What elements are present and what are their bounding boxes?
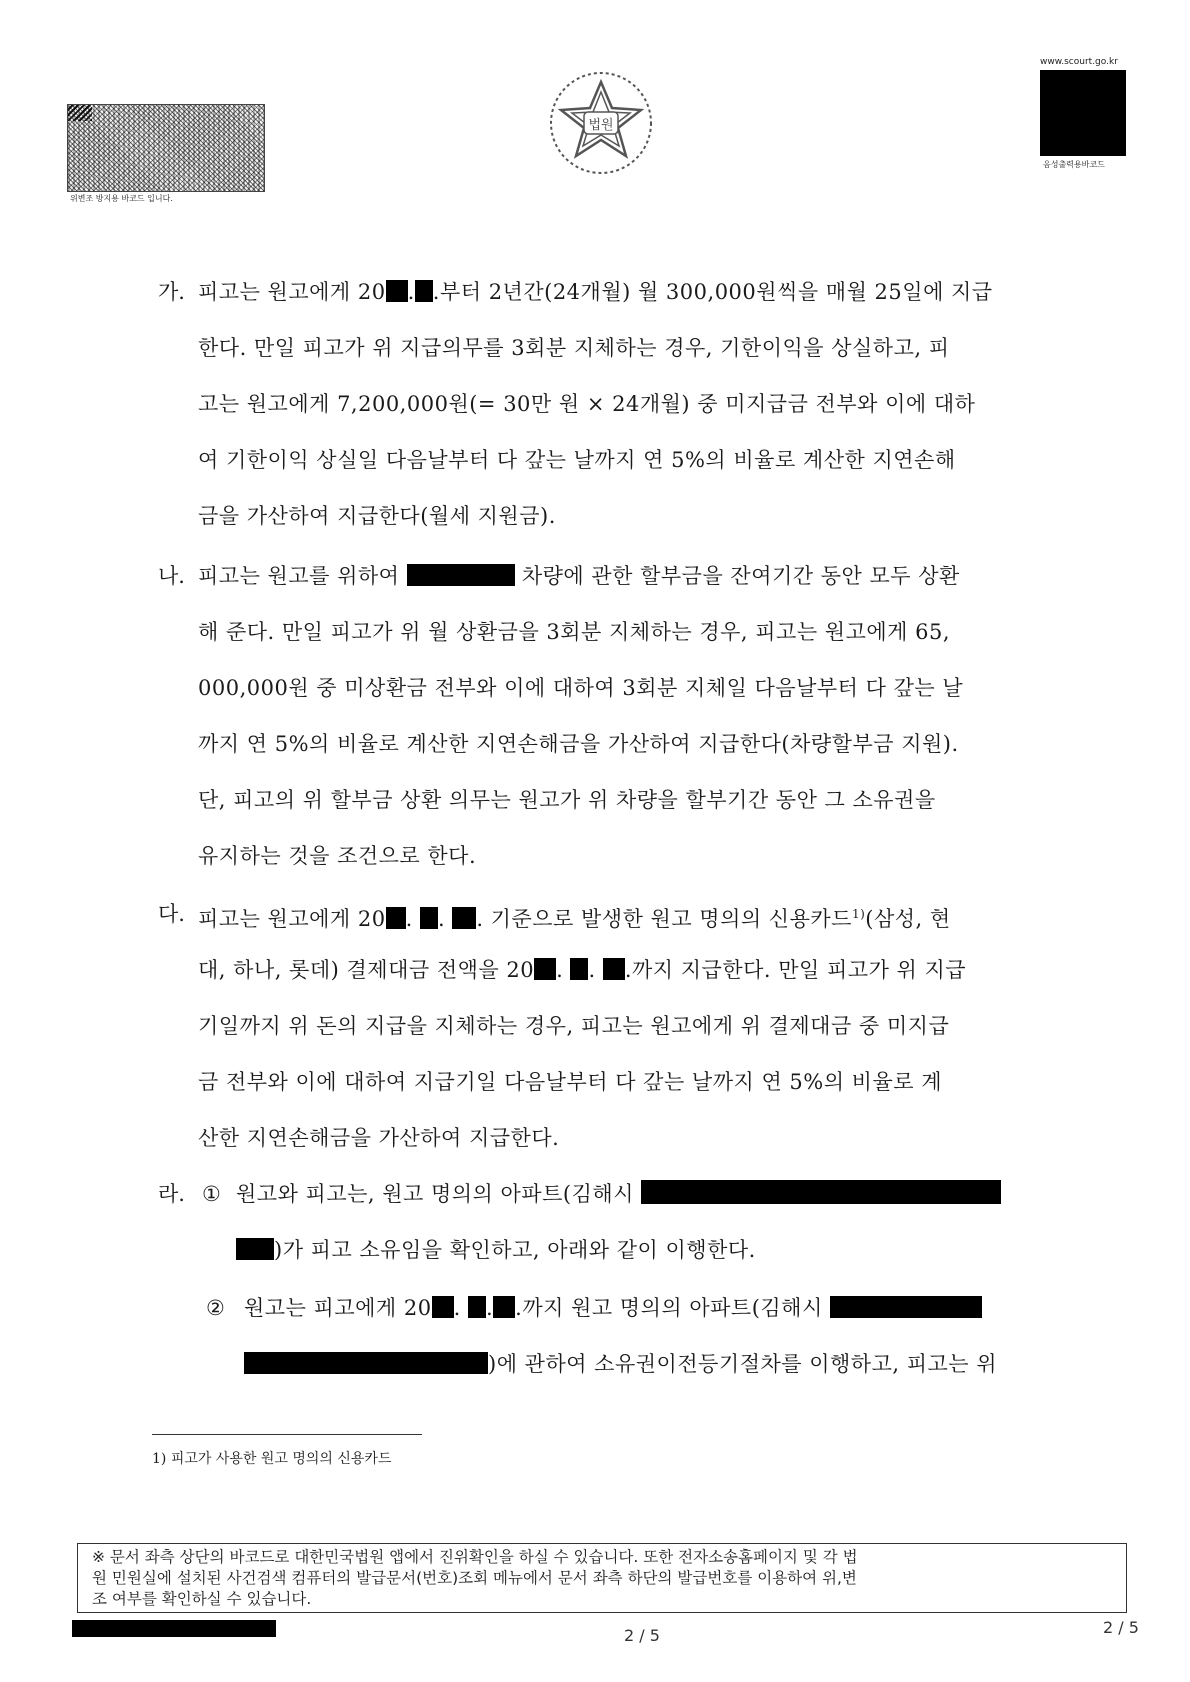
redaction [386, 280, 408, 302]
barcode-caption: 위변조 방지용 바코드 입니다. [70, 194, 173, 203]
item-da-line: 금 전부와 이에 대하여 지급기일 다음날부터 다 갚는 날까지 연 5%의 비율로 계 [198, 1070, 942, 1094]
item-ra-line: 원고와 피고는, 원고 명의의 아파트(김해시 [236, 1180, 1001, 1208]
redaction [468, 1296, 486, 1318]
item-na-line: 000,000원 중 미상환금 전부와 이에 대하여 3회분 지체일 다음날부터 다 갚는 날 [198, 676, 964, 700]
item-ra-sub1-marker: ① [202, 1182, 221, 1206]
redaction [830, 1296, 982, 1318]
redaction [236, 1238, 274, 1260]
item-ra-line: )가 피고 소유임을 확인하고, 아래와 같이 이행한다. [236, 1236, 756, 1264]
redaction [244, 1352, 488, 1374]
redaction [415, 280, 433, 302]
item-da-line: 피고는 원고에게 20 . . . 기준으로 발생한 원고 명의의 신용카드$^{1)}$(삼성, 현 [198, 907, 951, 931]
item-na-line: 피고는 원고를 위하여 차량에 관한 할부금을 잔여기간 동안 모두 상환 [198, 564, 960, 588]
item-na-line: 유지하는 것을 조건으로 한다. [198, 844, 477, 868]
page-number-right: 2 / 5 [1103, 1618, 1139, 1637]
item-ga-marker: 가. [158, 280, 185, 304]
item-ga-line: 피고는 원고에게 20 . .부터 2년간(24개월) 월 300,000원씩을 매월 25일에 지급 [198, 280, 993, 304]
item-ra-sub2-marker: ② [206, 1296, 225, 1320]
voice-barcode-caption: 음성출력용바코드 [1043, 160, 1105, 169]
issue-number-redaction [72, 1620, 276, 1637]
redaction [407, 564, 515, 586]
item-na-marker: 나. [158, 564, 185, 588]
notice-line: 원 민원실에 설치된 사건검색 컴퓨터의 발급문서(번호)조회 메뉴에서 문서 좌측 하단의 발급번호를 이용하여 위,변 [92, 1569, 857, 1587]
voice-output-barcode [1040, 70, 1126, 156]
footnote: 1) 피고가 사용한 원고 명의의 신용카드 [152, 1451, 392, 1467]
item-ga-line: 여 기한이익 상실일 다음날부터 다 갚는 날까지 연 5%의 비율로 계산한 지연손해 [198, 448, 956, 472]
redaction [641, 1180, 1001, 1204]
seal-text: 법원 [588, 118, 614, 133]
notice-line: 조 여부를 확인하실 수 있습니다. [92, 1590, 312, 1608]
item-na-line: 해 준다. 만일 피고가 위 월 상환금을 3회분 지체하는 경우, 피고는 원고에게 65, [198, 620, 951, 644]
redaction [420, 907, 438, 929]
redaction [432, 1296, 454, 1318]
redaction [603, 958, 625, 980]
item-da-line: 산한 지연손해금을 가산하여 지급한다. [198, 1126, 560, 1150]
court-seal-icon [546, 68, 656, 178]
item-da-line: 기일까지 위 돈의 지급을 지체하는 경우, 피고는 원고에게 위 결제대금 중 미지급 [198, 1014, 950, 1038]
notice-line: ※ 문서 좌측 상단의 바코드로 대한민국법원 앱에서 진위확인을 하실 수 있습니다. 또한 전자소송홈페이지 및 각 법 [92, 1548, 858, 1566]
redaction [570, 958, 588, 980]
redaction [452, 907, 476, 929]
item-ra-line: )에 관하여 소유권이전등기절차를 이행하고, 피고는 위 [244, 1350, 997, 1378]
item-ga-line: 금을 가산하여 지급한다(월세 지원금). [198, 504, 556, 528]
item-ga-line: 고는 원고에게 7,200,000원(= 30만 원 × 24개월) 중 미지급금 전부와 이에 대하 [198, 392, 976, 416]
item-ra-marker: 라. [158, 1182, 185, 1206]
redaction [493, 1296, 515, 1318]
site-url: www.scourt.go.kr [1040, 57, 1118, 67]
footnote-reference: 1) [851, 907, 866, 921]
item-na-line: 단, 피고의 위 할부금 상환 의무는 원고가 위 차량을 할부기간 동안 그 소유권을 [198, 788, 936, 812]
item-ga-line: 한다. 만일 피고가 위 지급의무를 3회분 지체하는 경우, 기한이익을 상실하고, 피 [198, 336, 950, 360]
item-ra-line: 원고는 피고에게 20 . . .까지 원고 명의의 아파트(김해시 [244, 1294, 982, 1322]
verification-notice [77, 1543, 1127, 1613]
footnote-divider [152, 1434, 422, 1435]
page-number: 2 / 5 [624, 1626, 660, 1645]
anti-forgery-barcode [67, 104, 265, 192]
item-na-line: 까지 연 5%의 비율로 계산한 지연손해금을 가산하여 지급한다(차량할부금 지원). [198, 732, 959, 756]
redaction [386, 907, 406, 929]
item-da-marker: 다. [158, 902, 185, 926]
item-da-line: 대, 하나, 롯데) 결제대금 전액을 20 . . .까지 지급한다. 만일 피고가 위 지급 [198, 958, 967, 982]
redaction [534, 958, 556, 980]
